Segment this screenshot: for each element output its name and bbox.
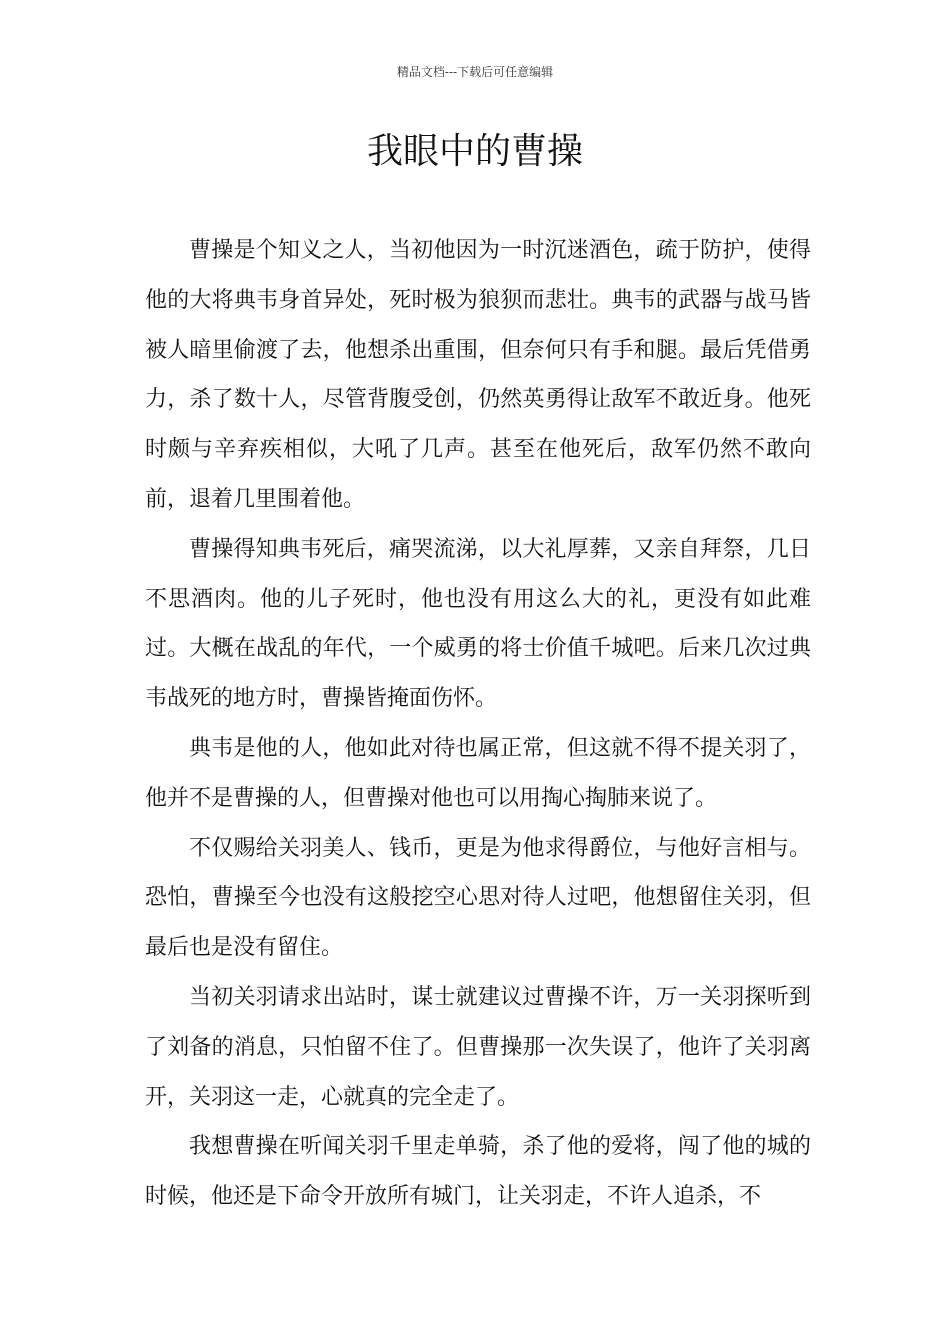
paragraph: 不仅赐给关羽美人、钱币，更是为他求得爵位，与他好言相与。恐怕，曹操至今也没有这般挖空心思对待人过吧，他想留住关羽，但最后也是没有留住。 bbox=[145, 835, 811, 961]
document-body bbox=[145, 226, 811, 1222]
paragraph: 曹操得知典韦死后，痛哭流涕，以大礼厚葬，又亲自拜祭，几日不思酒肉。他的儿子死时，他也没有用这么大的礼，更没有如此难过。大概在战乱的年代，一个威勇的将士价值千城吧。后来几次过典韦战死的地方时，曹操皆掩面伤怀。 bbox=[145, 536, 811, 712]
page-header: 精品文档---下载后可任意编辑 bbox=[396, 65, 554, 79]
document-title: 我眼中的曹操 bbox=[366, 131, 583, 172]
paragraph: 典韦是他的人，他如此对待也属正常，但这就不得不提关羽了，他并不是曹操的人，但曹操对他也可以用掏心掏肺来说了。 bbox=[145, 735, 811, 811]
paragraph: 我想曹操在听闻关羽千里走单骑，杀了他的爱将，闯了他的城的时候，他还是下命令开放所有城门，让关羽走，不许人追杀，不 bbox=[145, 1134, 811, 1210]
paragraph: 当初关羽请求出站时，谋士就建议过曹操不许，万一关羽探听到了刘备的消息，只怕留不住了。但曹操那一次失误了，他许了关羽离开，关羽这一走，心就真的完全走了。 bbox=[145, 984, 811, 1110]
paragraph: 曹操是个知义之人，当初他因为一时沉迷酒色，疏于防护，使得他的大将典韦身首异处，死时极为狼狈而悲壮。典韦的武器与战马皆被人暗里偷渡了去，他想杀出重围，但奈何只有手和腿。最后凭借勇力，杀了数十人，尽管背腹受创，仍然英勇得让敌军不敢近身。他死时颇与辛弃疾相似，大吼了几声。甚至在他死后，敌军仍然不敢向前，退着几里围着他。 bbox=[145, 238, 811, 512]
